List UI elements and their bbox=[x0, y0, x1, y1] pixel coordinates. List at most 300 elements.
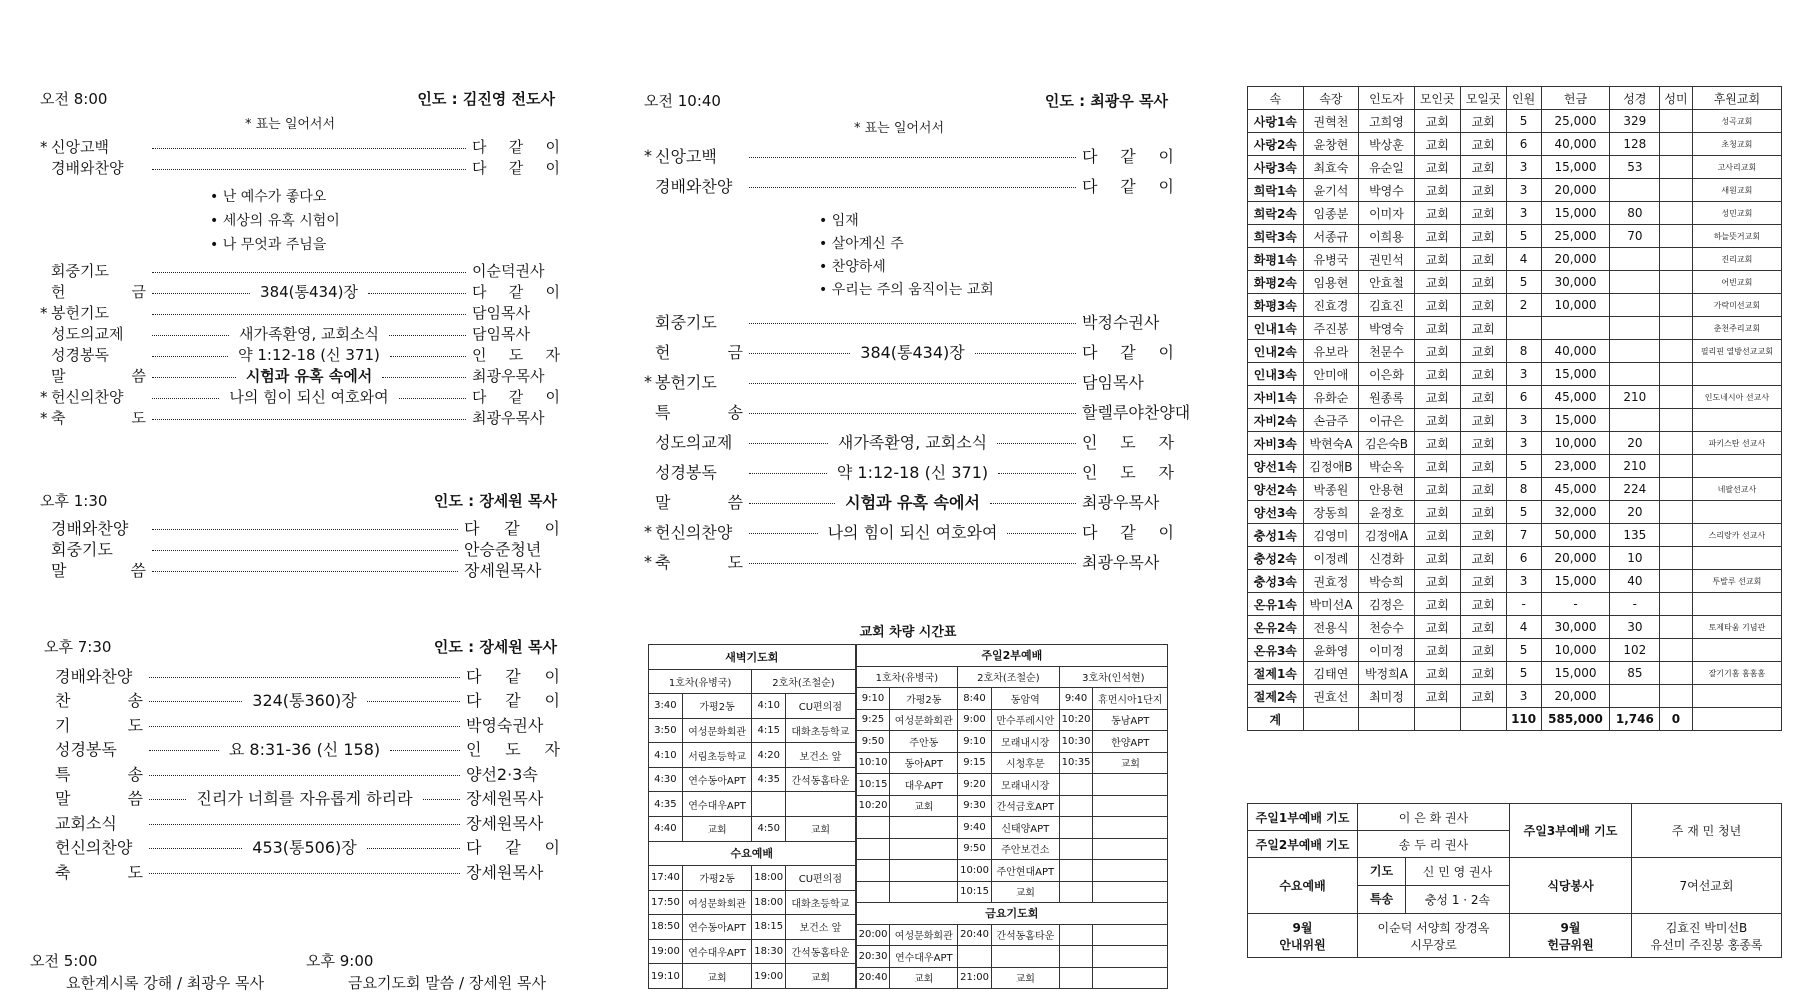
table-cell bbox=[1692, 593, 1781, 616]
table-cell: 김은숙B bbox=[1359, 432, 1415, 455]
duty-value: 이순덕 서양희 장경옥 bbox=[1377, 920, 1490, 935]
bus-title: 교회 차량 시간표 bbox=[859, 625, 957, 640]
group-name: 충성3속 bbox=[1248, 570, 1304, 593]
duty-value: 주 재 민 청년 bbox=[1632, 804, 1782, 858]
bus-time bbox=[856, 881, 890, 903]
group-name: 사랑2속 bbox=[1248, 133, 1304, 156]
table-cell: 3 bbox=[1506, 685, 1541, 708]
table-cell bbox=[1660, 593, 1693, 616]
bus-time: 10:15 bbox=[856, 774, 890, 796]
leader-dots bbox=[749, 563, 1076, 564]
bus-stop: 연수동아APT bbox=[682, 767, 751, 792]
order-person: 이순덕권사 bbox=[472, 262, 545, 280]
bus-time: 9:30 bbox=[958, 795, 992, 817]
table-row bbox=[1248, 156, 1782, 179]
bus-time: 9:10 bbox=[958, 731, 992, 753]
bus-stop bbox=[991, 946, 1059, 968]
table-cell: 교회 bbox=[1460, 225, 1506, 248]
table-cell bbox=[1660, 340, 1693, 363]
table-cell: 안미애 bbox=[1303, 363, 1359, 386]
table-cell bbox=[1660, 455, 1693, 478]
bus-time: 3:40 bbox=[649, 694, 683, 719]
service-1040 bbox=[644, 90, 1191, 576]
table-row bbox=[1248, 294, 1782, 317]
bus-stop: 연수대우APT bbox=[682, 792, 751, 817]
table-cell: 80 bbox=[1610, 202, 1660, 225]
table-cell: 권효정 bbox=[1303, 570, 1359, 593]
order-label: 경배와찬양 bbox=[55, 666, 133, 686]
bus-time: 9:15 bbox=[958, 752, 992, 774]
bus-time: 18:15 bbox=[752, 915, 786, 940]
table-cell: 장동희 bbox=[1303, 501, 1359, 524]
table-cell bbox=[1660, 409, 1693, 432]
column-header: 모일곳 bbox=[1460, 87, 1506, 110]
stand-marker: * bbox=[644, 145, 652, 165]
song-title: 찬양하세 bbox=[831, 259, 886, 275]
table-cell: 5 bbox=[1506, 271, 1541, 294]
table-cell: 3 bbox=[1506, 156, 1541, 179]
group-name: 희락3속 bbox=[1248, 225, 1304, 248]
bus-time: 3:50 bbox=[649, 718, 683, 743]
bus-time: 9:50 bbox=[958, 838, 992, 860]
bus-time bbox=[856, 817, 890, 839]
table-cell bbox=[1660, 179, 1693, 202]
order-row bbox=[644, 546, 1174, 576]
table-cell: 5 bbox=[1506, 225, 1541, 248]
table-cell: 최미정 bbox=[1359, 685, 1415, 708]
table-cell: 3 bbox=[1506, 409, 1541, 432]
bus-stop bbox=[786, 792, 855, 817]
leader-dots bbox=[149, 799, 186, 800]
total-cell bbox=[1359, 708, 1415, 731]
bus-row bbox=[856, 731, 1167, 753]
duty-label: 9월 bbox=[1560, 920, 1581, 935]
bus-row bbox=[649, 939, 856, 964]
table-row bbox=[1248, 317, 1782, 340]
order-person: 다 같 이 bbox=[1082, 176, 1174, 196]
table-cell: 15,000 bbox=[1541, 409, 1610, 432]
duty-section bbox=[1247, 803, 1782, 958]
order-row bbox=[644, 170, 1174, 200]
table-cell bbox=[1610, 409, 1660, 432]
table-cell: 최효숙 bbox=[1303, 156, 1359, 179]
table-row bbox=[1248, 478, 1782, 501]
group-name: 충성2속 bbox=[1248, 547, 1304, 570]
table-cell: 교회 bbox=[1460, 409, 1506, 432]
order-person: 최광우목사 bbox=[1082, 552, 1160, 572]
table-cell: 이미자 bbox=[1359, 202, 1415, 225]
praise-song bbox=[210, 234, 560, 254]
bus-stop bbox=[890, 881, 958, 903]
bus-right-table bbox=[856, 644, 1168, 989]
table-cell: 교회 bbox=[1460, 156, 1506, 179]
leader-dots bbox=[149, 750, 219, 751]
bus-stop: 간석동홈타운 bbox=[991, 924, 1059, 946]
order-label: 신앙고백 bbox=[655, 146, 717, 166]
table-cell: 권민석 bbox=[1359, 248, 1415, 271]
table-cell: 새원교회 bbox=[1692, 179, 1781, 202]
table-cell: 교회 bbox=[1460, 271, 1506, 294]
table-cell: 10,000 bbox=[1541, 639, 1610, 662]
table-cell: 진효경 bbox=[1303, 294, 1359, 317]
order-label: 말 씀 bbox=[51, 367, 146, 385]
group-name: 인내2속 bbox=[1248, 340, 1304, 363]
table-cell: 2 bbox=[1506, 294, 1541, 317]
table-cell bbox=[1660, 639, 1693, 662]
table-cell: 교회 bbox=[1460, 340, 1506, 363]
order-label: 헌 금 bbox=[655, 342, 743, 362]
group-name: 화평2속 bbox=[1248, 271, 1304, 294]
table-row bbox=[1248, 455, 1782, 478]
order-label: 말 씀 bbox=[655, 492, 743, 512]
stand-marker: * bbox=[40, 408, 48, 427]
leader-dots bbox=[149, 824, 460, 825]
table-row bbox=[1248, 225, 1782, 248]
bus-stop: 간석동홈타운 bbox=[786, 767, 855, 792]
leader-dots bbox=[152, 272, 466, 273]
table-cell: 교회 bbox=[1460, 639, 1506, 662]
column-header: 성미 bbox=[1660, 87, 1693, 110]
table-cell: 5 bbox=[1506, 662, 1541, 685]
total-cell bbox=[1460, 708, 1506, 731]
table-cell: 파키스탄 선교사 bbox=[1692, 432, 1781, 455]
order-detail: 새가족환영, 교회소식 bbox=[837, 432, 988, 452]
order-row bbox=[40, 157, 560, 178]
bus-car-label: 1호차(유병국) bbox=[649, 669, 752, 694]
order-label: 축 도 bbox=[55, 862, 143, 882]
order-person: 양선2·3속 bbox=[466, 764, 538, 784]
leader-dots bbox=[749, 473, 827, 474]
table-cell: 잘기기홈 홈홈홈 bbox=[1692, 662, 1781, 685]
table-cell: 교회 bbox=[1414, 547, 1460, 570]
table-cell: 진리교회 bbox=[1692, 248, 1781, 271]
total-cell: 0 bbox=[1660, 708, 1693, 731]
extra-time-2: 오후 9:00 bbox=[306, 952, 374, 970]
leader-dots bbox=[149, 726, 460, 727]
bus-left-table bbox=[648, 644, 856, 989]
table-cell: 가락미선교회 bbox=[1692, 294, 1781, 317]
leader-dots bbox=[749, 323, 1076, 324]
order-label: 특 송 bbox=[55, 764, 143, 784]
bus-time: 19:10 bbox=[649, 964, 683, 989]
bus-time: 9:20 bbox=[958, 774, 992, 796]
service-time: 오후 1:30 bbox=[40, 492, 108, 510]
bus-stop: 교회 bbox=[890, 795, 958, 817]
order-label: 성경봉독 bbox=[51, 346, 109, 364]
order-row bbox=[44, 810, 560, 835]
order-row bbox=[644, 366, 1174, 396]
bus-stop bbox=[1093, 860, 1168, 882]
table-row bbox=[1248, 110, 1782, 133]
stand-marker: * bbox=[644, 551, 652, 571]
bus-stop: 보건소 앞 bbox=[786, 915, 855, 940]
bus-stop: 교회 bbox=[786, 964, 855, 989]
table-cell: 교회 bbox=[1414, 156, 1460, 179]
duty-value: 송 두 리 권사 bbox=[1358, 831, 1510, 858]
table-cell: 교회 bbox=[1414, 501, 1460, 524]
table-cell: 20,000 bbox=[1541, 547, 1610, 570]
duty-value: 유선미 주진봉 홍종록 bbox=[1650, 937, 1763, 952]
table-cell: 교회 bbox=[1460, 432, 1506, 455]
table-cell: 교회 bbox=[1460, 386, 1506, 409]
duty-table bbox=[1247, 803, 1782, 958]
order-label: 경배와찬양 bbox=[51, 519, 129, 538]
bus-stop bbox=[890, 817, 958, 839]
leader-dots bbox=[749, 443, 828, 444]
table-row bbox=[1248, 639, 1782, 662]
table-cell: 4 bbox=[1506, 248, 1541, 271]
table-cell bbox=[1660, 432, 1693, 455]
bus-stop: 한양APT bbox=[1093, 731, 1168, 753]
group-name: 양선1속 bbox=[1248, 455, 1304, 478]
table-cell: 15,000 bbox=[1541, 156, 1610, 179]
leader-dots bbox=[152, 377, 236, 378]
table-cell: 210 bbox=[1610, 455, 1660, 478]
order-person: 장세원목사 bbox=[466, 789, 544, 809]
table-cell: 15,000 bbox=[1541, 202, 1610, 225]
table-cell: 102 bbox=[1610, 639, 1660, 662]
table-cell: 이희용 bbox=[1359, 225, 1415, 248]
table-cell: 임용현 bbox=[1303, 271, 1359, 294]
order-row bbox=[644, 336, 1174, 366]
leader-dots bbox=[749, 187, 1076, 188]
table-cell bbox=[1660, 271, 1693, 294]
table-cell bbox=[1660, 501, 1693, 524]
table-cell: 유순일 bbox=[1359, 156, 1415, 179]
table-cell bbox=[1660, 133, 1693, 156]
table-cell bbox=[1660, 110, 1693, 133]
duty-label: 주일2부예배 기도 bbox=[1248, 831, 1358, 858]
order-row bbox=[44, 712, 560, 737]
leader-dots bbox=[749, 383, 1076, 384]
table-cell bbox=[1506, 317, 1541, 340]
table-cell: 박순옥 bbox=[1359, 455, 1415, 478]
table-cell: 토제타움 기념관 bbox=[1692, 616, 1781, 639]
table-cell: 7 bbox=[1506, 524, 1541, 547]
song-title: 임재 bbox=[831, 213, 859, 229]
table-row bbox=[1248, 593, 1782, 616]
order-detail: 약 1:12-18 (신 371) bbox=[238, 346, 380, 364]
total-cell: 585,000 bbox=[1541, 708, 1610, 731]
table-cell: 6 bbox=[1506, 133, 1541, 156]
table-cell: 교회 bbox=[1460, 593, 1506, 616]
bus-time bbox=[1059, 838, 1093, 860]
order-person: 다 같 이 bbox=[466, 691, 561, 711]
bus-timetable bbox=[648, 621, 1168, 989]
bus-stop bbox=[1093, 795, 1168, 817]
table-cell: 5 bbox=[1506, 501, 1541, 524]
order-row bbox=[40, 323, 560, 344]
group-name: 충성1속 bbox=[1248, 524, 1304, 547]
table-cell: 85 bbox=[1610, 662, 1660, 685]
table-cell: 교회 bbox=[1460, 524, 1506, 547]
order-person: 최광우목사 bbox=[472, 367, 545, 385]
bus-stop: 서림초등학교 bbox=[682, 743, 751, 768]
table-cell: 윤정호 bbox=[1359, 501, 1415, 524]
table-cell: 초청교회 bbox=[1692, 133, 1781, 156]
order-label: 성도의교제 bbox=[51, 325, 124, 343]
table-row bbox=[1248, 570, 1782, 593]
column-header: 인도자 bbox=[1359, 87, 1415, 110]
order-row bbox=[644, 306, 1174, 336]
leader-dots bbox=[975, 353, 1076, 354]
order-person: 다 같 이 bbox=[472, 388, 560, 406]
bus-stop: 가평2동 bbox=[682, 866, 751, 891]
bus-stop: 교회 bbox=[682, 816, 751, 841]
order-detail: 진리가 너희를 자유롭게 하리라 bbox=[196, 789, 413, 809]
order-person: 장세원목사 bbox=[466, 862, 544, 882]
table-cell: 8 bbox=[1506, 478, 1541, 501]
order-person: 다 같 이 bbox=[464, 519, 560, 538]
table-cell bbox=[1610, 248, 1660, 271]
leader-dots bbox=[149, 848, 242, 849]
order-label: 성경봉독 bbox=[55, 740, 117, 760]
table-cell: - bbox=[1610, 593, 1660, 616]
table-cell: 3 bbox=[1506, 363, 1541, 386]
bus-row bbox=[856, 817, 1167, 839]
leader-dots bbox=[152, 335, 229, 336]
table-cell: 교회 bbox=[1414, 616, 1460, 639]
table-cell bbox=[1692, 501, 1781, 524]
table-cell bbox=[1610, 363, 1660, 386]
bus-time: 4:40 bbox=[649, 816, 683, 841]
order-detail: 시험과 유혹 속에서 bbox=[245, 367, 373, 385]
table-cell: 3 bbox=[1506, 202, 1541, 225]
bus-time: 9:40 bbox=[1059, 688, 1093, 710]
bus-row bbox=[649, 743, 856, 768]
bus-time bbox=[752, 792, 786, 817]
bus-row bbox=[856, 946, 1167, 968]
table-cell: 20 bbox=[1610, 432, 1660, 455]
table-cell: 교회 bbox=[1414, 133, 1460, 156]
order-row bbox=[40, 260, 560, 281]
bus-stop: 모래내시장 bbox=[991, 774, 1059, 796]
table-cell bbox=[1692, 409, 1781, 432]
table-cell: 교회 bbox=[1414, 524, 1460, 547]
bus-stop bbox=[1093, 838, 1168, 860]
leader-dots bbox=[149, 677, 460, 678]
bus-time: 18:30 bbox=[752, 939, 786, 964]
leader-dots bbox=[389, 335, 466, 336]
table-cell: 6 bbox=[1506, 547, 1541, 570]
table-cell: 교회 bbox=[1414, 662, 1460, 685]
bus-time: 19:00 bbox=[752, 964, 786, 989]
bus-time: 9:40 bbox=[958, 817, 992, 839]
bus-row bbox=[649, 694, 856, 719]
bus-stop bbox=[1093, 881, 1168, 903]
table-cell: 20,000 bbox=[1541, 248, 1610, 271]
group-name: 양선3속 bbox=[1248, 501, 1304, 524]
table-cell: 김정애A bbox=[1359, 524, 1415, 547]
order-label: 헌신의찬양 bbox=[655, 522, 733, 542]
table-cell: 3 bbox=[1506, 570, 1541, 593]
bus-time: 10:20 bbox=[1059, 709, 1093, 731]
order-row bbox=[644, 456, 1174, 486]
table-cell: 128 bbox=[1610, 133, 1660, 156]
order-label: 회중기도 bbox=[51, 540, 113, 559]
order-row bbox=[40, 559, 560, 580]
table-cell: 교회 bbox=[1460, 662, 1506, 685]
bus-stop: CU편의점 bbox=[786, 866, 855, 891]
table-cell: 교회 bbox=[1460, 110, 1506, 133]
extra-desc-1: 요한계시록 강해 / 최광우 목사 bbox=[66, 974, 265, 992]
table-row bbox=[1248, 363, 1782, 386]
table-cell: 교회 bbox=[1460, 570, 1506, 593]
table-row bbox=[1248, 432, 1782, 455]
extra-services bbox=[30, 950, 590, 990]
table-cell: 박승희 bbox=[1359, 570, 1415, 593]
order-row bbox=[44, 786, 560, 811]
table-cell: 45,000 bbox=[1541, 478, 1610, 501]
table-cell: 20,000 bbox=[1541, 685, 1610, 708]
bus-stop: 교회 bbox=[890, 967, 958, 989]
bus-time bbox=[1059, 817, 1093, 839]
standing-note: * 표는 일어서서 bbox=[244, 117, 336, 132]
bus-stop: 교회 bbox=[1093, 752, 1168, 774]
song-title: 난 예수가 좋다오 bbox=[222, 189, 327, 205]
duty-value: 신 민 영 권사 bbox=[1422, 865, 1493, 879]
table-cell: 교회 bbox=[1414, 294, 1460, 317]
bus-time: 4:20 bbox=[752, 743, 786, 768]
table-cell bbox=[1660, 248, 1693, 271]
bus-row bbox=[649, 890, 856, 915]
table-cell: 교회 bbox=[1414, 363, 1460, 386]
table-cell: 교회 bbox=[1414, 179, 1460, 202]
bus-row bbox=[649, 767, 856, 792]
order-person: 담임목사 bbox=[1082, 372, 1144, 392]
total-cell: 110 bbox=[1506, 708, 1541, 731]
order-label: 헌신의찬양 bbox=[51, 388, 124, 406]
table-cell: 권혁천 bbox=[1303, 110, 1359, 133]
bus-time: 18:50 bbox=[649, 915, 683, 940]
table-cell: 25,000 bbox=[1541, 110, 1610, 133]
order-row bbox=[40, 136, 560, 157]
order-person: 다 같 이 bbox=[1082, 342, 1175, 362]
bus-stop: 동아APT bbox=[890, 752, 958, 774]
order-person: 다 같 이 bbox=[466, 666, 560, 686]
bus-stop: 교회 bbox=[682, 964, 751, 989]
table-cell: 김정은 bbox=[1359, 593, 1415, 616]
table-cell bbox=[1610, 317, 1660, 340]
table-cell: 박종원 bbox=[1303, 478, 1359, 501]
order-label: 기 도 bbox=[55, 715, 143, 735]
bus-stop: 여성문화회관 bbox=[890, 924, 958, 946]
order-detail: 324(통360)장 bbox=[252, 691, 357, 711]
table-cell: 유보라 bbox=[1303, 340, 1359, 363]
table-cell bbox=[1692, 685, 1781, 708]
service-leader: 인도 : 장세원 목사 bbox=[433, 638, 557, 656]
order-detail: 요 8:31-36 (신 158) bbox=[228, 740, 381, 760]
table-cell: 박상훈 bbox=[1359, 133, 1415, 156]
group-table bbox=[1247, 86, 1782, 731]
table-cell: 교회 bbox=[1460, 133, 1506, 156]
bullet-icon: • bbox=[819, 213, 832, 229]
duty-sublabel: 기도 bbox=[1358, 858, 1406, 885]
bus-stop: 교회 bbox=[991, 967, 1059, 989]
table-cell: - bbox=[1506, 593, 1541, 616]
bus-time: 4:50 bbox=[752, 816, 786, 841]
bus-time: 9:10 bbox=[856, 688, 890, 710]
leader-dots bbox=[367, 701, 460, 702]
duty-sublabel: 특송 bbox=[1358, 886, 1406, 913]
total-cell bbox=[1414, 708, 1460, 731]
bus-time: 20:40 bbox=[856, 967, 890, 989]
bus-row bbox=[856, 752, 1167, 774]
order-row bbox=[44, 737, 560, 762]
table-cell: 고사리교회 bbox=[1692, 156, 1781, 179]
table-cell: 15,000 bbox=[1541, 662, 1610, 685]
duty-label: 9월 bbox=[1292, 920, 1313, 935]
